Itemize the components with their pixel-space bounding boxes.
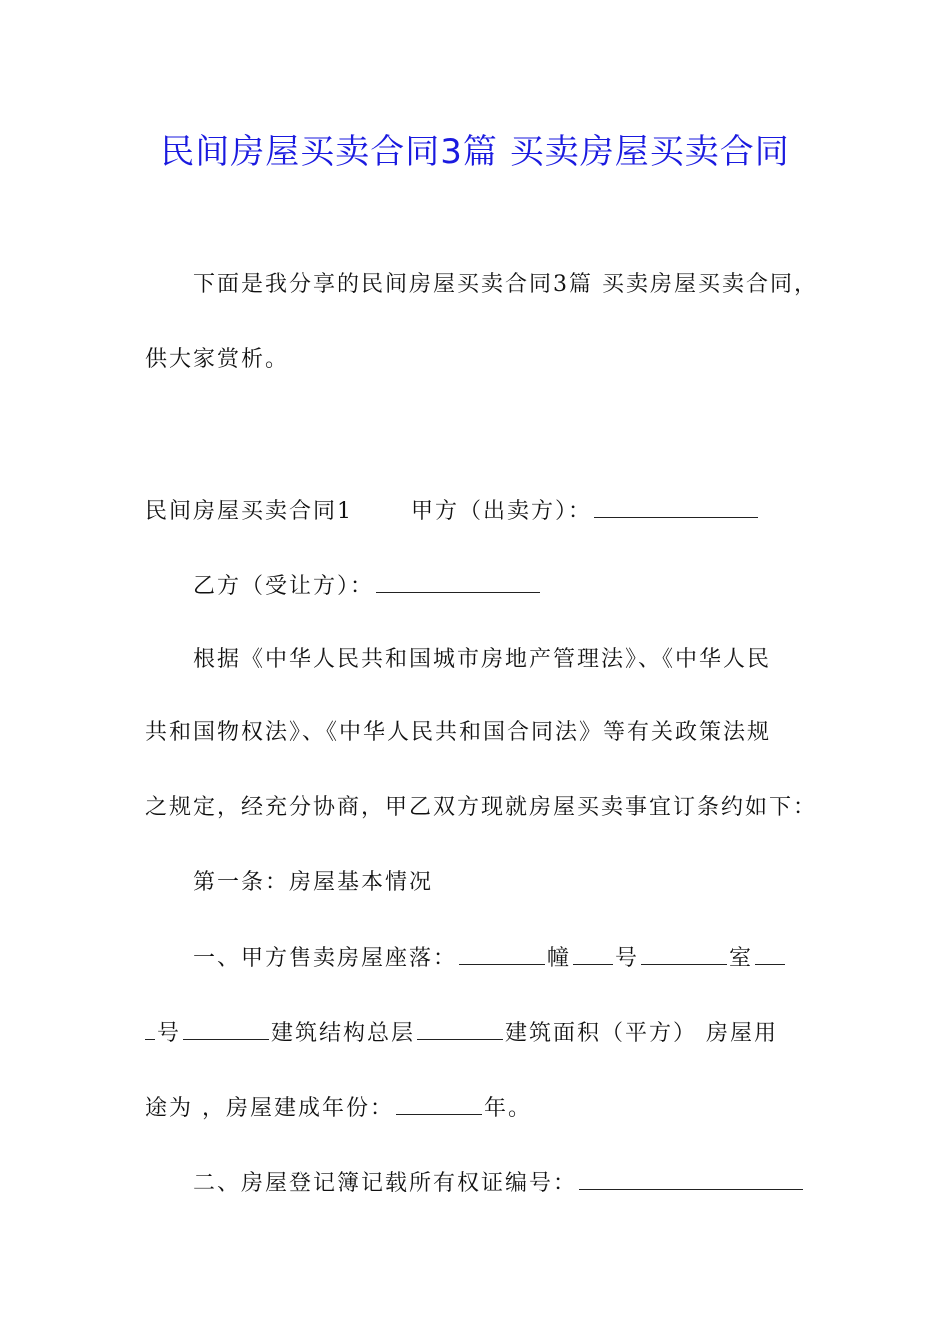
structure-blank <box>183 1017 269 1040</box>
building-blank <box>573 942 613 965</box>
item-1c-use: 途为 ，房屋建成年份： <box>145 1096 394 1121</box>
basis-line-3: 之规定，经充分协商，甲乙双方现就房屋买卖事宜订条约如下： <box>145 795 818 820</box>
item-1b-structure: 建筑结构总层 <box>271 1021 416 1046</box>
party-a-label: 甲方（出卖方）： <box>411 499 593 524</box>
contract-heading: 民间房屋买卖合同1 <box>145 499 353 524</box>
room-blank <box>755 942 785 965</box>
contract-heading-row <box>145 495 760 527</box>
item-1b-area: 建筑面积（平方） 房屋用 <box>505 1021 779 1046</box>
party-a-blank <box>594 495 758 518</box>
item-1-dong: 幢 <box>547 946 572 971</box>
item-1c-row <box>145 1092 532 1124</box>
item-2-row <box>193 1167 805 1199</box>
room-blank-continued <box>145 1017 155 1040</box>
location-blank <box>459 942 545 965</box>
item-1-shi: 室 <box>729 946 754 971</box>
party-b-row <box>193 570 542 602</box>
item-1c-year: 年。 <box>484 1096 533 1121</box>
item-1-prefix: 一、甲方售卖房屋座落： <box>193 946 458 971</box>
intro-line-1: 下面是我分享的民间房屋买卖合同3篇 买卖房屋买卖合同， <box>193 272 818 297</box>
item-1-row <box>193 942 787 974</box>
party-b-label: 乙方（受让方）： <box>193 574 375 599</box>
item-1b-row <box>145 1017 778 1049</box>
basis-line-1: 根据《中华人民共和国城市房地产管理法》、《中华人民 <box>193 647 772 672</box>
basis-line-2: 共和国物权法》、《中华人民共和国合同法》等有关政策法规 <box>145 720 772 745</box>
item-1-hao: 号 <box>615 946 640 971</box>
floors-blank <box>417 1017 503 1040</box>
intro-line-2: 供大家赏析。 <box>145 347 290 372</box>
document-title: 民间房屋买卖合同3篇 买卖房屋买卖合同 <box>160 132 790 172</box>
number-blank <box>641 942 727 965</box>
year-blank <box>396 1092 482 1115</box>
item-1b-hao: 号 <box>157 1021 182 1046</box>
item-2-prefix: 二、房屋登记簿记载所有权证编号： <box>193 1171 578 1196</box>
party-b-blank <box>376 570 540 593</box>
article-1-title: 第一条：房屋基本情况 <box>193 870 434 895</box>
certificate-blank <box>579 1167 803 1190</box>
